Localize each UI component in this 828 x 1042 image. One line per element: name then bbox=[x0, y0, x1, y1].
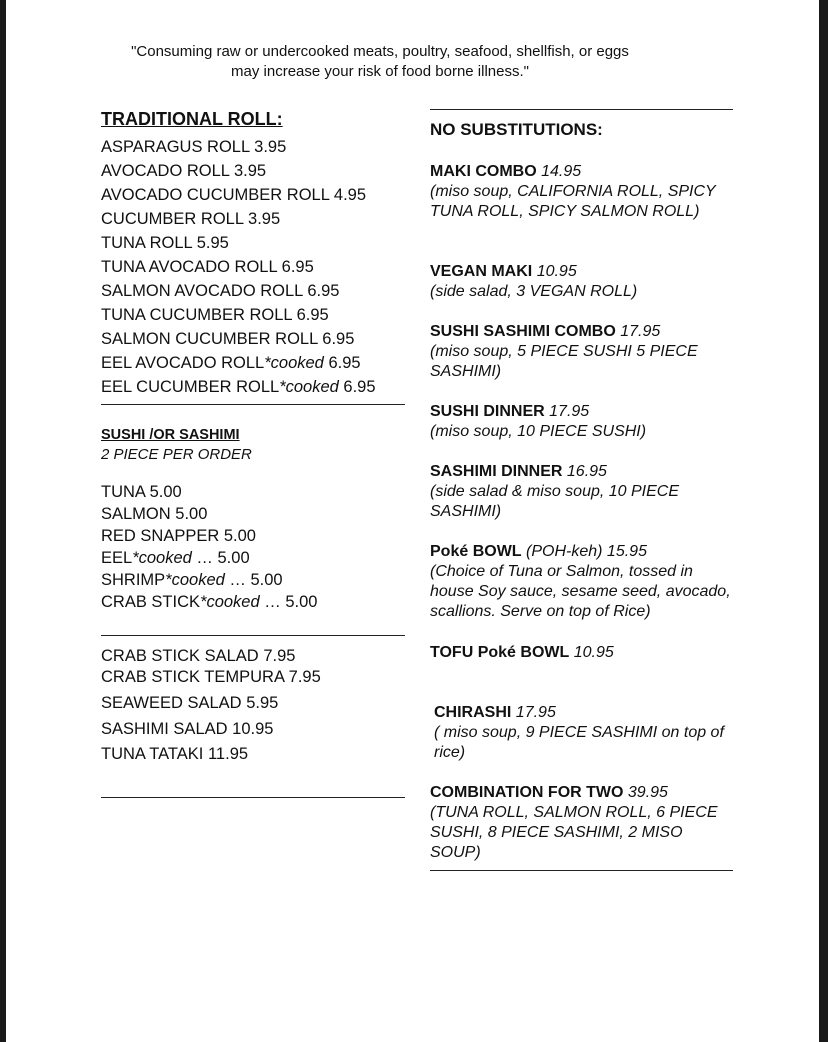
combo-description: (miso soup, 10 PIECE SUSHI) bbox=[430, 423, 647, 440]
combo-price: 17.95 bbox=[620, 323, 661, 340]
item-name: EEL CUCUMBER ROLL bbox=[101, 378, 280, 396]
combo-description: (miso soup, CALIFORNIA ROLL, SPICY TUNA ROLL, SPICY SALMON ROLL) bbox=[430, 183, 716, 220]
combo-price: 17.95 bbox=[515, 704, 556, 721]
combo-description: (side salad, 3 VEGAN ROLL) bbox=[430, 283, 638, 300]
item-price: 11.95 bbox=[207, 745, 249, 763]
menu-item bbox=[101, 744, 248, 764]
combo-title: SUSHI SASHIMI COMBO bbox=[430, 323, 616, 340]
item-name: CRAB STICK SALAD bbox=[101, 647, 259, 665]
combo-description: (Choice of Tuna or Salmon, tossed in house Soy sauce, sesame seed, avocado, scallions. Serve on top of Rice) bbox=[430, 563, 731, 620]
item-price: 6.95 bbox=[328, 354, 361, 372]
item-price: … 5.00 bbox=[196, 549, 250, 567]
menu-item bbox=[101, 719, 273, 739]
menu-page bbox=[6, 0, 819, 1042]
item-name: AVOCADO CUCUMBER ROLL bbox=[101, 186, 330, 204]
combo-item bbox=[430, 542, 735, 622]
item-note: *cooked bbox=[264, 354, 324, 372]
combo-title: SUSHI DINNER bbox=[430, 403, 545, 420]
combo-item bbox=[434, 703, 739, 763]
item-price: 4.95 bbox=[333, 186, 367, 204]
combo-item bbox=[430, 402, 735, 442]
item-price: … 5.00 bbox=[229, 571, 283, 589]
item-name: EEL bbox=[101, 549, 133, 567]
food-safety-disclaimer bbox=[6, 42, 754, 82]
combo-price: 39.95 bbox=[627, 784, 668, 801]
item-price: 5.00 bbox=[223, 527, 256, 545]
combo-title-line bbox=[430, 643, 735, 663]
item-note: *cooked bbox=[165, 571, 225, 589]
item-price: 6.95 bbox=[322, 330, 355, 348]
item-price: 6.95 bbox=[343, 378, 376, 396]
item-price: 5.95 bbox=[246, 694, 279, 712]
divider-top-right bbox=[430, 109, 733, 110]
combo-item bbox=[430, 643, 735, 663]
item-name: SALMON bbox=[101, 505, 171, 523]
combo-item bbox=[430, 162, 735, 222]
divider-bottom-right bbox=[430, 870, 733, 871]
item-note: *cooked bbox=[279, 378, 339, 396]
menu-item bbox=[101, 209, 280, 229]
disclaimer-line-1: "Consuming raw or undercooked meats, poultry, seafood, shellfish, or eggs bbox=[131, 43, 629, 60]
item-price: 3.95 bbox=[248, 210, 281, 228]
item-price: 6.95 bbox=[296, 306, 329, 324]
item-name: CRAB STICK TEMPURA bbox=[101, 668, 285, 686]
item-name: CUCUMBER ROLL bbox=[101, 210, 244, 228]
menu-item bbox=[101, 305, 329, 325]
menu-item bbox=[101, 504, 207, 524]
combo-price: 14.95 bbox=[541, 163, 582, 180]
item-name: TUNA CUCUMBER ROLL bbox=[101, 306, 292, 324]
combo-title-line bbox=[430, 542, 735, 562]
menu-item bbox=[101, 482, 182, 502]
combo-description: (miso soup, 5 PIECE SUSHI 5 PIECE SASHIMI) bbox=[430, 343, 698, 380]
combo-price: 16.95 bbox=[566, 463, 607, 480]
combo-item bbox=[430, 783, 735, 863]
combo-title: COMBINATION FOR TWO bbox=[430, 784, 624, 801]
traditional-roll-heading: TRADITIONAL ROLL: bbox=[101, 109, 283, 129]
item-name: SALMON AVOCADO ROLL bbox=[101, 282, 303, 300]
item-price: 3.95 bbox=[233, 162, 267, 180]
item-price: 7.95 bbox=[263, 647, 296, 665]
combo-title-line bbox=[430, 322, 735, 342]
item-note: *cooked bbox=[200, 593, 260, 611]
item-name: CRAB STICK bbox=[101, 593, 201, 611]
combo-title: SASHIMI DINNER bbox=[430, 463, 563, 480]
sushi-sashimi-heading: SUSHI /OR SASHIMI bbox=[101, 427, 240, 443]
item-price: 6.95 bbox=[307, 282, 340, 300]
item-price: … 5.00 bbox=[264, 593, 318, 611]
item-name: SHRIMP bbox=[101, 571, 166, 589]
combo-title-line bbox=[434, 703, 739, 723]
menu-item bbox=[101, 693, 278, 713]
item-name: TUNA bbox=[101, 483, 146, 501]
combo-price: 10.95 bbox=[573, 644, 614, 661]
combo-price: 10.95 bbox=[536, 263, 577, 280]
item-price: 5.00 bbox=[149, 483, 182, 501]
item-price: 3.95 bbox=[254, 138, 287, 156]
combo-price: 15.95 bbox=[606, 543, 647, 560]
divider-sushi bbox=[101, 635, 405, 636]
item-name: SEAWEED SALAD bbox=[101, 694, 242, 712]
combo-item bbox=[430, 462, 735, 522]
menu-item bbox=[101, 353, 361, 373]
item-name: SALMON CUCUMBER ROLL bbox=[101, 330, 318, 348]
item-name: EEL AVOCADO ROLL bbox=[101, 354, 265, 372]
combo-title-line bbox=[430, 402, 735, 422]
menu-item bbox=[101, 646, 295, 666]
combo-description: (side salad & miso soup, 10 PIECE SASHIMI) bbox=[430, 483, 680, 520]
combo-title: CHIRASHI bbox=[434, 704, 512, 721]
combo-item bbox=[430, 262, 735, 302]
combo-title-line bbox=[430, 783, 735, 803]
item-price: 6.95 bbox=[281, 258, 314, 276]
combo-title: Poké BOWL bbox=[430, 543, 522, 560]
menu-item bbox=[101, 570, 283, 590]
combo-title: TOFU Poké BOWL bbox=[430, 644, 570, 661]
item-name: TUNA ROLL bbox=[101, 234, 193, 252]
menu-item bbox=[101, 257, 314, 277]
disclaimer-line-2: may increase your risk of food borne illness." bbox=[231, 63, 529, 80]
menu-item bbox=[101, 526, 256, 546]
no-substitutions-heading: NO SUBSTITUTIONS: bbox=[430, 120, 603, 139]
menu-item bbox=[101, 667, 321, 687]
menu-item bbox=[101, 329, 354, 349]
combo-pronunciation: (POH-keh) bbox=[526, 543, 603, 560]
menu-item bbox=[101, 233, 229, 253]
menu-item bbox=[101, 592, 317, 612]
item-name: AVOCADO ROLL bbox=[101, 162, 230, 180]
item-note: *cooked bbox=[132, 549, 192, 567]
combo-title: VEGAN MAKI bbox=[430, 263, 533, 280]
divider-traditional bbox=[101, 404, 405, 405]
combo-title-line bbox=[430, 462, 735, 482]
item-price: 7.95 bbox=[288, 668, 321, 686]
menu-item bbox=[101, 137, 286, 157]
menu-item bbox=[101, 377, 376, 397]
combo-description: ( miso soup, 9 PIECE SASHIMI on top of rice) bbox=[434, 724, 724, 761]
combo-item bbox=[430, 322, 735, 382]
item-name: RED SNAPPER bbox=[101, 527, 220, 545]
combo-price: 17.95 bbox=[549, 403, 590, 420]
item-price: 5.00 bbox=[175, 505, 208, 523]
menu-item bbox=[101, 548, 250, 568]
sushi-sashimi-subheading: 2 PIECE PER ORDER bbox=[101, 446, 252, 463]
menu-item bbox=[101, 185, 366, 205]
divider-salads bbox=[101, 797, 405, 798]
item-price: 5.95 bbox=[196, 234, 229, 252]
item-name: ASPARAGUS ROLL bbox=[101, 138, 250, 156]
combo-title-line bbox=[430, 262, 735, 282]
combo-title-line bbox=[430, 162, 735, 182]
menu-item bbox=[101, 161, 266, 181]
combo-title: MAKI COMBO bbox=[430, 163, 537, 180]
item-name: TUNA AVOCADO ROLL bbox=[101, 258, 278, 276]
combo-description: (TUNA ROLL, SALMON ROLL, 6 PIECE SUSHI, 8 PIECE SASHIMI, 2 MISO SOUP) bbox=[430, 804, 718, 861]
item-price: 10.95 bbox=[232, 720, 274, 738]
item-name: SASHIMI SALAD bbox=[101, 720, 228, 738]
item-name: TUNA TATAKI bbox=[101, 745, 204, 763]
menu-item bbox=[101, 281, 339, 301]
